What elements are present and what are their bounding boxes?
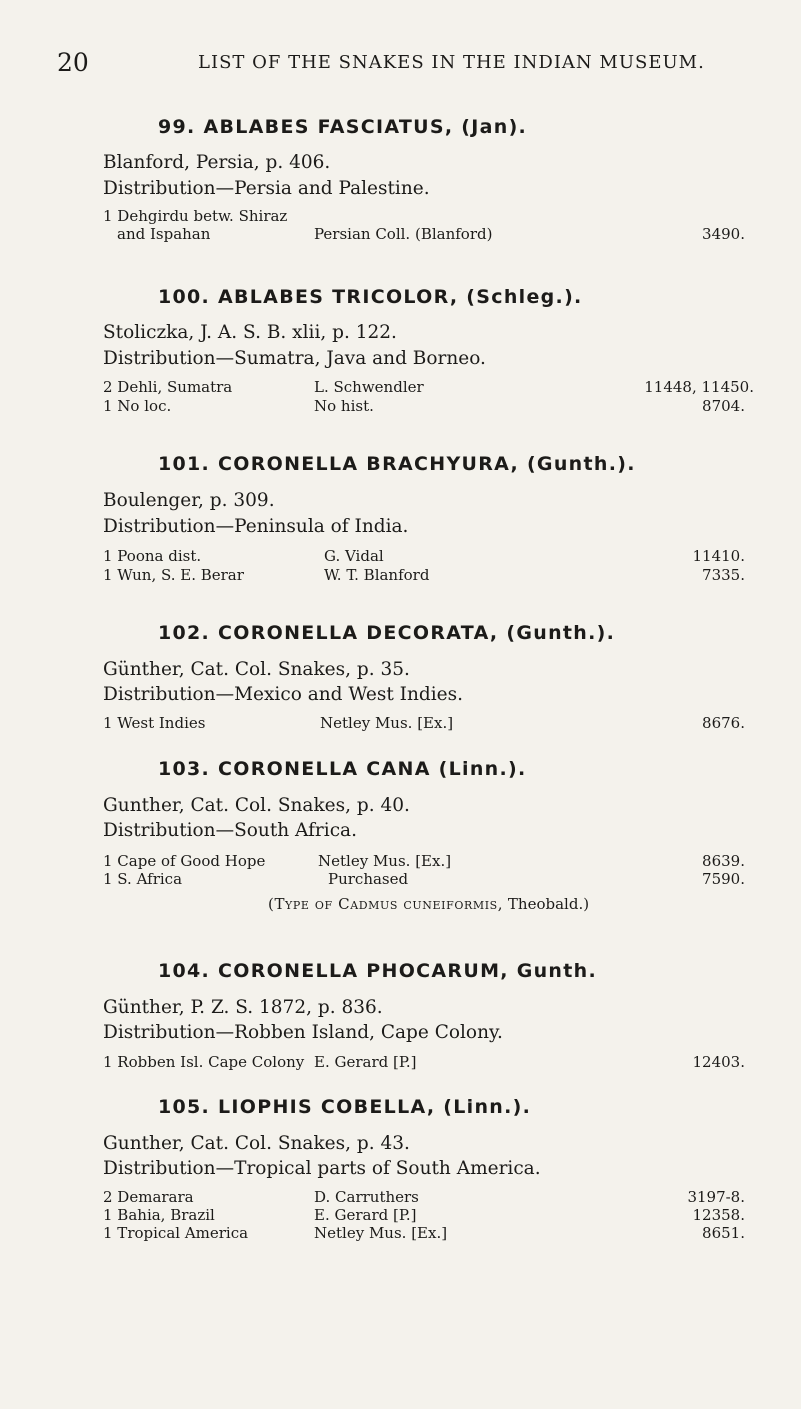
specimen-locality: 1 Bahia, Brazil <box>103 1206 215 1224</box>
species-heading: 104. CORONELLA PHOCARUM, Gunth. <box>158 960 597 982</box>
specimen-locality: 2 Dehli, Sumatra <box>103 378 233 396</box>
specimen-number: 11448, 11450. <box>644 378 754 396</box>
specimen-locality: 1 Robben Isl. Cape Colony <box>103 1053 305 1071</box>
specimen-source: Netley Mus. [Ex.] <box>320 714 454 732</box>
distribution-line: Distribution—Peninsula of India. <box>103 516 409 537</box>
type-note <box>268 895 589 913</box>
page-header <box>0 48 801 82</box>
species-heading: 102. CORONELLA DECORATA, (Gunth.). <box>158 622 616 644</box>
reference-line: Günther, P. Z. S. 1872, p. 836. <box>103 997 383 1018</box>
page-number: 20 <box>57 48 89 77</box>
species-heading: 100. ABLABES TRICOLOR, (Schleg.). <box>158 286 583 308</box>
reference-line: Gunther, Cat. Col. Snakes, p. 40. <box>103 795 410 816</box>
distribution-line: Distribution—South Africa. <box>103 820 357 841</box>
specimen-source: Purchased <box>328 870 409 888</box>
running-title: LIST OF THE SNAKES IN THE INDIAN MUSEUM. <box>198 52 705 73</box>
distribution-line: Distribution—Robben Island, Cape Colony. <box>103 1022 503 1043</box>
specimen-number: 3197-8. <box>687 1188 745 1206</box>
specimen-number: 12403. <box>692 1053 745 1071</box>
type-note-suffix: Theobald.) <box>503 895 590 913</box>
specimen-source: Persian Coll. (Blanford) <box>314 225 493 243</box>
reference-line: Günther, Cat. Col. Snakes, p. 35. <box>103 659 410 680</box>
specimen-number: 3490. <box>702 225 745 243</box>
type-note-prefix: (Type of Cadmus cuneiformis, <box>268 895 504 913</box>
specimen-number: 11410. <box>692 547 745 565</box>
specimen-locality: 1 Cape of Good Hope <box>103 852 266 870</box>
specimen-number: 8676. <box>702 714 745 732</box>
specimen-locality: 1 Tropical America <box>103 1224 249 1242</box>
species-heading: 101. CORONELLA BRACHYURA, (Gunth.). <box>158 453 636 475</box>
specimen-source: Netley Mus. [Ex.] <box>318 852 452 870</box>
specimen-source: E. Gerard [P.] <box>314 1206 417 1224</box>
distribution-line: Distribution—Sumatra, Java and Borneo. <box>103 348 486 369</box>
species-heading: 105. LIOPHIS COBELLA, (Linn.). <box>158 1096 532 1118</box>
specimen-number: 7590. <box>702 870 745 888</box>
specimen-source: Netley Mus. [Ex.] <box>314 1224 448 1242</box>
reference-line: Gunther, Cat. Col. Snakes, p. 43. <box>103 1133 410 1154</box>
reference-line: Blanford, Persia, p. 406. <box>103 152 331 173</box>
specimen-locality: 1 West Indies <box>103 714 206 732</box>
specimen-source: W. T. Blanford <box>324 566 430 584</box>
specimen-number: 8639. <box>702 852 745 870</box>
species-heading: 99. ABLABES FASCIATUS, (Jan). <box>158 116 528 138</box>
specimen-locality: 2 Demarara <box>103 1188 194 1206</box>
specimen-locality: 1 S. Africa <box>103 870 183 888</box>
specimen-source: G. Vidal <box>324 547 384 565</box>
reference-line: Boulenger, p. 309. <box>103 490 275 511</box>
reference-line: Stoliczka, J. A. S. B. xlii, p. 122. <box>103 322 397 343</box>
specimen-locality-cont: and Ispahan <box>117 225 211 243</box>
specimen-locality: 1 Poona dist. <box>103 547 202 565</box>
distribution-line: Distribution—Tropical parts of South America. <box>103 1158 541 1179</box>
specimen-number: 7335. <box>702 566 745 584</box>
distribution-line: Distribution—Persia and Palestine. <box>103 178 430 199</box>
specimen-source: D. Carruthers <box>314 1188 419 1206</box>
species-heading: 103. CORONELLA CANA (Linn.). <box>158 758 527 780</box>
specimen-number: 12358. <box>692 1206 745 1224</box>
specimen-source: L. Schwendler <box>314 378 424 396</box>
specimen-locality: 1 Wun, S. E. Berar <box>103 566 244 584</box>
specimen-locality: 1 No loc. <box>103 397 172 415</box>
distribution-line: Distribution—Mexico and West Indies. <box>103 684 463 705</box>
specimen-locality: 1 Dehgirdu betw. Shiraz <box>103 207 288 225</box>
specimen-number: 8651. <box>702 1224 745 1242</box>
specimen-source: No hist. <box>314 397 374 415</box>
specimen-source: E. Gerard [P.] <box>314 1053 417 1071</box>
specimen-number: 8704. <box>702 397 745 415</box>
